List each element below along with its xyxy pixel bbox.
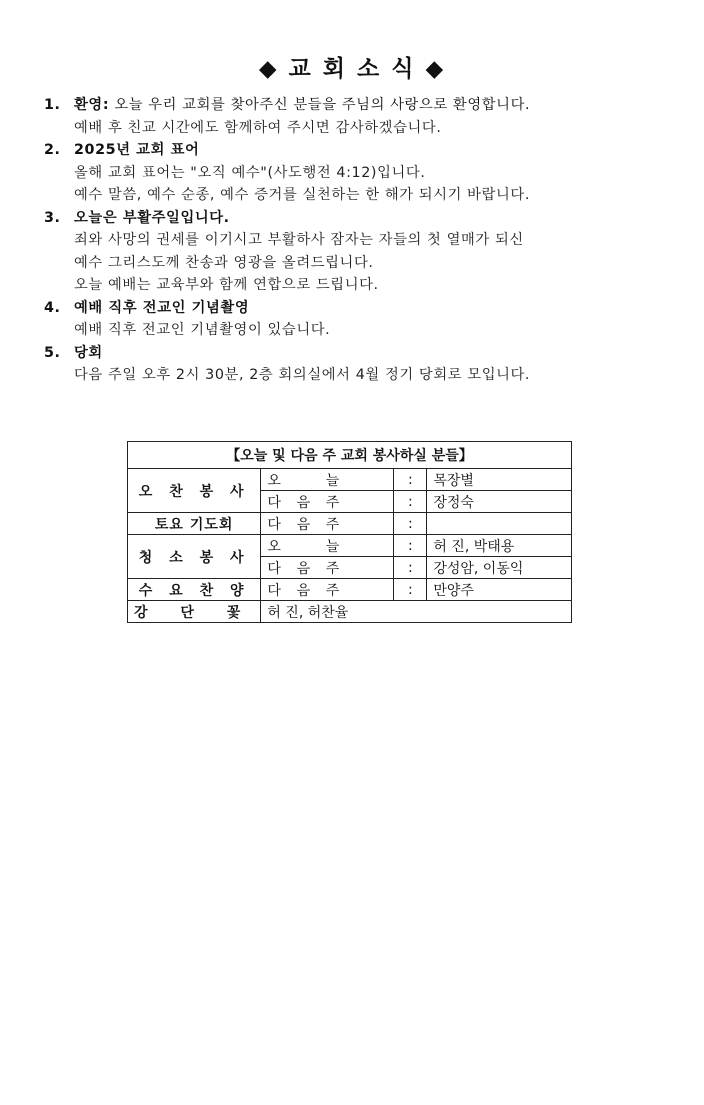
notice-line: 예배 직후 전교인 기념촬영이 있습니다. [74,322,331,338]
notice-number: 4. [44,299,61,316]
page-title: ◆ 교 회 소 식 ◆ [258,56,446,82]
table-row [128,601,572,623]
colon: : [394,557,427,579]
assignee: 목장별 [427,469,572,491]
notice-line: 예수 그리스도께 찬송과 영광을 올려드립니다. [74,254,374,271]
notice-line: 올해 교회 표어는 "오직 예수"(사도행전 4:12)입니다. [74,164,426,181]
table-row [128,579,572,601]
row-category: 강 단 꽃 [128,601,261,623]
assignee: 강성암, 이동익 [427,557,572,579]
row-category: 오 찬 봉 사 [128,469,261,513]
notice-number: 5. [44,344,61,361]
notice-list [44,94,684,387]
day-label: 다 음 주 [261,557,394,579]
notice-item [44,207,684,297]
notice-heading: 환영: [74,97,110,113]
table-row [128,513,572,535]
notice-item [44,342,684,387]
notice-heading: 예배 직후 전교인 기념촬영 [74,299,250,316]
notice-number: 3. [44,209,61,226]
colon: : [394,491,427,513]
notice-line: 죄와 사망의 권세를 이기시고 부활하사 잠자는 자들의 첫 열매가 되신 [74,232,524,248]
notice-heading-rest: 오늘 우리 교회를 찾아주신 분들을 주님의 사랑으로 환영합니다. [109,97,531,113]
day-label: 다 음 주 [261,579,394,601]
day-label: 다 음 주 [261,491,394,513]
service-table-header: 【오늘 및 다음 주 교회 봉사하실 분들】 [128,442,572,469]
row-category: 토요 기도회 [128,513,261,535]
notice-line: 예수 말씀, 예수 순종, 예수 증거를 실천하는 한 해가 되시기 바랍니다. [74,187,530,203]
day-label: 다 음 주 [261,513,394,535]
colon: : [394,513,427,535]
notice-item [44,139,684,207]
notice-heading: 오늘은 부활주일입니다. [74,209,230,226]
colon: : [394,469,427,491]
notice-number: 2. [44,142,61,158]
row-category: 청 소 봉 사 [128,535,261,579]
notice-heading: 2025년 교회 표어 [74,142,200,158]
notice-item [44,94,684,139]
notice-heading: 당회 [74,344,103,361]
notice-line: 예배 후 친교 시간에도 함께하여 주시면 감사하겠습니다. [74,119,442,136]
notice-line: 오늘 예배는 교육부와 함께 연합으로 드립니다. [74,277,379,293]
colon: : [394,535,427,557]
colon: : [394,579,427,601]
notice-number: 1. [44,97,61,113]
notice-line: 다음 주일 오후 2시 30분, 2층 회의실에서 4월 정기 당회로 모입니다. [74,367,531,383]
assignee: 만양주 [427,579,572,601]
table-row [128,535,572,557]
notice-item [44,297,684,342]
day-label: 오 늘 [261,469,394,491]
assignee: 허 진, 박태용 [427,535,572,557]
table-row [128,469,572,491]
service-table [127,441,572,623]
row-category: 수 요 찬 양 [128,579,261,601]
assignee: 허 진, 허찬율 [261,601,572,623]
assignee: 장정숙 [427,491,572,513]
assignee [427,513,572,535]
day-label: 오 늘 [261,535,394,557]
